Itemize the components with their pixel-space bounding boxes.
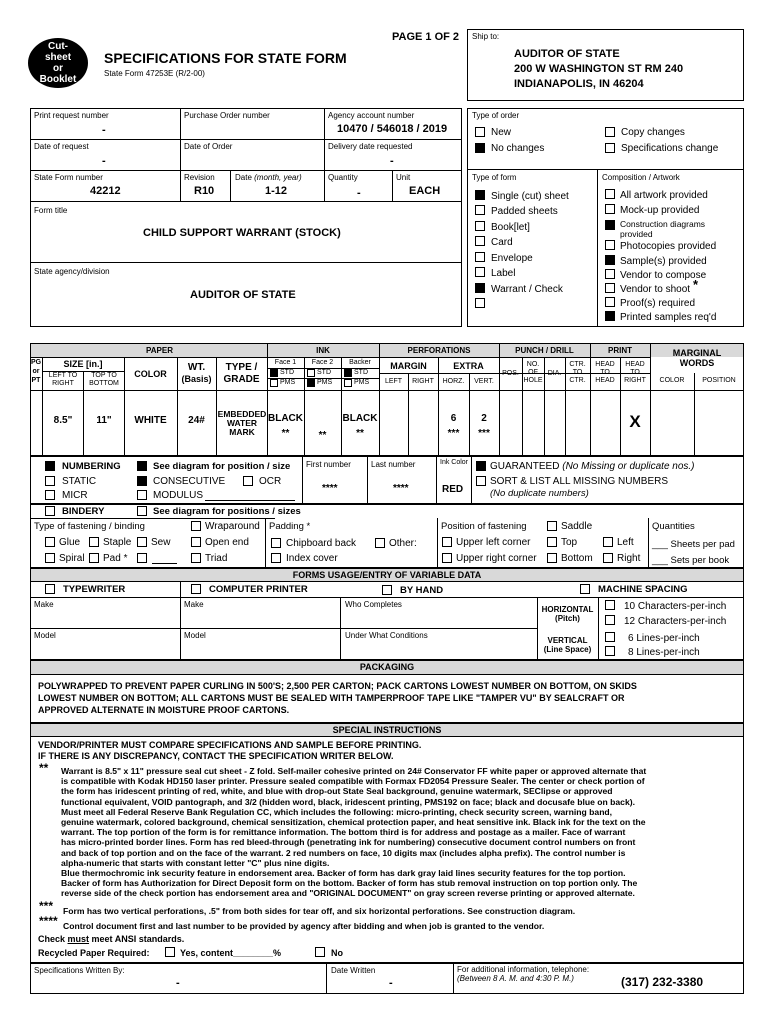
face1-ink-value[interactable]: BLACK — [268, 413, 303, 424]
printer-model-label: Model — [184, 631, 206, 640]
modulus-checkbox[interactable] — [137, 490, 147, 500]
special-intro-1: VENDOR/PRINTER MUST COMPARE SPECIFICATIONS AND SAMPLE BEFORE PRINTING. — [38, 740, 422, 750]
index-cover-checkbox[interactable] — [271, 553, 281, 563]
color-label: COLOR — [134, 369, 167, 379]
ship-to-line-3: INDIANAPOLIS, IN 46204 — [514, 78, 644, 90]
padded-sheets-label: Padded sheets — [491, 206, 558, 217]
staple-label: Staple — [103, 537, 132, 548]
written-by-value[interactable]: - — [176, 977, 180, 989]
new-label: New — [491, 127, 512, 138]
date-request-value[interactable]: - — [102, 155, 106, 167]
face1-std-label: STD — [280, 369, 294, 376]
samples-checkbox[interactable] — [605, 255, 615, 265]
cpi12-checkbox[interactable] — [605, 615, 615, 625]
open-end-label: Open end — [205, 537, 249, 548]
saddle-label: Saddle — [561, 521, 593, 532]
composition-label: Composition / Artwork — [602, 173, 680, 182]
typewriter-make-label: Make — [34, 600, 54, 609]
lpi8-label: 8 Lines-per-inch — [628, 647, 700, 658]
spec-line: Must meet all Federal Reserve Bank Regulation CC, which includes the following: micro-printing, check security screen, warning band, — [61, 806, 613, 817]
paper-color-value[interactable]: WHITE — [134, 415, 167, 426]
machine-spacing-checkbox[interactable] — [580, 584, 590, 594]
bottom-label: Bottom — [561, 553, 593, 564]
bindery-label: BINDERY — [62, 506, 105, 517]
badge-line-1: Cut- — [48, 41, 68, 52]
forms-usage-heading: FORMS USAGE/ENTRY OF VARIABLE DATA — [292, 570, 482, 580]
badge-line-3: or — [53, 63, 63, 74]
face2-std-checkbox[interactable] — [307, 369, 315, 377]
consecutive-label: CONSECUTIVE — [153, 476, 226, 487]
lpi8-checkbox[interactable] — [605, 646, 615, 656]
open-end-checkbox[interactable] — [191, 537, 201, 547]
no-changes-checkbox[interactable] — [475, 143, 485, 153]
face1-std-checkbox[interactable] — [270, 369, 278, 377]
ship-to-line-1: AUDITOR OF STATE — [514, 48, 620, 60]
revision-label: Revision — [184, 173, 215, 182]
proofs-checkbox[interactable] — [605, 297, 615, 307]
packaging-heading: PACKAGING — [359, 662, 415, 672]
margin-label: MARGIN — [390, 361, 427, 371]
spec-line: alpha-numeric that starts with constant letter "C" plus nine digits. — [61, 857, 330, 868]
packaging-line-3: APPROVED ALTERNATE IN MOISTURE PROOF CARTONS. — [38, 705, 290, 715]
lpi6-checkbox[interactable] — [605, 632, 615, 642]
spec-line: has micro-printed border lines. Form has red bleed-through (penetrating ink for numbering) consecutive document control numbers on front — [61, 837, 636, 848]
bindery-checkbox[interactable] — [45, 506, 55, 516]
first-number-label: First number — [306, 460, 351, 469]
envelope-label: Envelope — [491, 253, 533, 264]
date-label: Date (month, year) — [235, 173, 302, 182]
recycled-paper-label: Recycled Paper Required: — [38, 948, 150, 958]
or-label: or — [32, 368, 40, 375]
badge-line-4: Booklet — [39, 74, 77, 85]
no-of-hole-label: NO. OF HOLE — [523, 361, 543, 384]
written-by-label: Specifications Written By: — [34, 966, 125, 975]
single-sheet-checkbox[interactable] — [475, 190, 485, 200]
lpi6-label: 6 Lines-per-inch — [628, 633, 700, 644]
pos-label: POS. — [502, 370, 519, 377]
format-badge — [27, 37, 89, 89]
left-checkbox[interactable] — [603, 537, 613, 547]
delivery-value[interactable]: - — [390, 155, 394, 167]
agency-label: State agency/division — [34, 267, 110, 276]
spec-line: warrant. The top portion of the form is for remittance information. The bottom third is for address and postage as a mailer. Face of warrant — [61, 827, 626, 838]
marginal-position-label: POSITION — [702, 377, 736, 384]
info-hours: (Between 8 A. M. and 4:30 P. M.) — [457, 974, 574, 983]
sew-checkbox[interactable] — [137, 537, 147, 547]
computer-printer-checkbox[interactable] — [191, 584, 201, 594]
spiral-checkbox[interactable] — [45, 553, 55, 563]
face2-ink-asterisk: ** — [318, 430, 327, 441]
triad-label: Triad — [205, 553, 228, 564]
paper-heading: PAPER — [146, 346, 173, 355]
print-request-value[interactable]: - — [102, 124, 106, 136]
machine-spacing-label: MACHINE SPACING — [598, 584, 688, 595]
date-value[interactable]: 1-12 — [265, 185, 288, 197]
sort-list-note: (No duplicate numbers) — [490, 488, 589, 499]
padded-sheets-checkbox[interactable] — [475, 205, 485, 215]
upper-left-label: Upper left corner — [456, 537, 531, 548]
numbering-diagram-label: See diagram for position / size — [153, 461, 291, 472]
form-number: State Form 47253E (R/2-00) — [104, 69, 205, 78]
face1-pms-checkbox[interactable] — [270, 379, 278, 387]
face2-pms-label: PMS — [317, 379, 333, 386]
ink-heading: INK — [316, 346, 330, 355]
unit-value[interactable]: EACH — [409, 185, 441, 197]
position-fastening-label: Position of fastening — [441, 521, 527, 532]
warrant-specifications — [61, 766, 741, 899]
numbering-label: NUMBERING — [62, 461, 121, 472]
form-title-label: Form title — [34, 206, 68, 215]
right-checkbox[interactable] — [603, 553, 613, 563]
quantity-label: Quantity — [328, 173, 358, 182]
construction-diagrams-label: Construction diagrams provided — [620, 219, 706, 239]
copy-changes-checkbox[interactable] — [605, 127, 615, 137]
top-label: Top — [561, 537, 578, 548]
agency-account-value[interactable]: 10470 / 546018 / 2019 — [337, 123, 448, 135]
ship-to-line-2: 200 W WASHINGTON ST RM 240 — [514, 63, 684, 75]
line-space-label: (Line Space) — [543, 645, 592, 654]
control-number-note: Control document first and last number to be provided by agency after bidding and when job is granted to the vendor. — [63, 921, 545, 931]
agency-value[interactable]: AUDITOR OF STATE — [190, 289, 296, 301]
date-order-label: Date of Order — [184, 142, 233, 151]
micr-label: MICR — [62, 490, 88, 501]
vendor-shoot-asterisk: * — [693, 277, 699, 292]
printed-samples-checkbox[interactable] — [605, 311, 615, 321]
recycled-yes-checkbox[interactable] — [165, 947, 175, 957]
backer-std-label: STD — [354, 369, 368, 376]
backer-label: Backer — [349, 359, 371, 366]
basis-label: (Basis) — [181, 374, 212, 384]
head-to-right-label: HEAD TO RIGHT — [624, 361, 646, 384]
spec-table — [30, 343, 744, 456]
vertical-label: VERTICAL — [547, 636, 588, 645]
static-label: STATIC — [62, 476, 97, 487]
sheets-per-pad-label: ___ Sheets per pad — [652, 539, 735, 550]
quad-asterisk-mark: **** — [39, 914, 58, 928]
who-completes-label: Who Completes — [345, 600, 402, 609]
photocopies-checkbox[interactable] — [605, 240, 615, 250]
right-label: Right — [617, 553, 641, 564]
paper-weight-value[interactable]: 24# — [188, 415, 205, 426]
typewriter-model-label: Model — [34, 631, 56, 640]
badge-line-2: sheet — [44, 52, 72, 63]
ink-color-label: Ink Color — [440, 459, 469, 466]
envelope-checkbox[interactable] — [475, 252, 485, 262]
consecutive-checkbox[interactable] — [137, 476, 147, 486]
recycled-no-label: No — [331, 948, 343, 958]
saddle-checkbox[interactable] — [547, 521, 557, 531]
backer-pms-label: PMS — [354, 379, 370, 386]
print-request-label: Print request number — [34, 111, 109, 120]
chipboard-label: Chipboard back — [286, 538, 357, 549]
backer-ink-value[interactable]: BLACK — [342, 413, 378, 424]
backer-ink-asterisk: ** — [356, 428, 364, 439]
date-written-label: Date Written — [331, 966, 376, 975]
booklet-label: Book[let] — [491, 222, 530, 233]
face1-label: Face 1 — [274, 359, 297, 366]
paper-type-value[interactable]: EMBEDDED WATER MARK — [217, 409, 267, 437]
samples-label: Sample(s) provided — [620, 256, 707, 267]
all-artwork-checkbox[interactable] — [605, 189, 615, 199]
single-sheet-label: Single (cut) sheet — [491, 191, 569, 202]
printed-samples-label: Printed samples req'd — [620, 312, 717, 323]
other-form-checkbox[interactable] — [475, 298, 485, 308]
top-to-bottom-label: TOP TO BOTTOM — [89, 372, 119, 387]
print-head-right-mark[interactable]: X — [629, 412, 641, 431]
packaging-line-1: POLYWRAPPED TO PREVENT PAPER CURLING IN 500'S; 2,500 PER CARTON; PACK CARTONS LOWEST NUMBER ON BOTTOM, ON SKIDS — [38, 681, 637, 691]
triad-checkbox[interactable] — [191, 553, 201, 563]
bottom-checkbox[interactable] — [547, 553, 557, 563]
delivery-label: Delivery date requested — [328, 142, 413, 151]
ink-color-value[interactable]: RED — [442, 484, 464, 495]
perf-horz-value[interactable]: 6 — [450, 413, 457, 424]
size-width-value[interactable]: 8.5" — [53, 415, 73, 426]
head-to-head-label: HEAD TO HEAD — [595, 361, 615, 384]
quantities-label: Quantities — [652, 521, 695, 532]
label-label: Label — [491, 268, 516, 279]
ansi-note: Check must meet ANSI standards. — [38, 934, 185, 944]
horizontal-label: HORIZONTAL — [541, 605, 594, 614]
ocr-checkbox[interactable] — [243, 476, 253, 486]
margin-right-label: RIGHT — [412, 378, 434, 385]
warrant-check-checkbox[interactable] — [475, 283, 485, 293]
by-hand-label: BY HAND — [400, 585, 444, 596]
recycled-no-checkbox[interactable] — [315, 947, 325, 957]
by-hand-checkbox[interactable] — [382, 585, 392, 595]
sew-label: Sew — [151, 537, 171, 548]
glue-label: Glue — [59, 537, 81, 548]
top-checkbox[interactable] — [547, 537, 557, 547]
spec-line: the form has iridescent printing of red, white, and blue with drop-out State Seal background, genuine watermark, SEClipse or approved — [61, 786, 613, 797]
phone-number: (317) 232-3380 — [621, 975, 704, 989]
card-checkbox[interactable] — [475, 236, 485, 246]
mockup-label: Mock-up provided — [620, 205, 700, 216]
packaging-line-2: LOWEST NUMBER ON BOTTOM; ALL CARTONS MUST BE SEALED WITH TAMPERPROOF TAPE LIKE "TAMPER VU" BY SEALCRAFT OR — [38, 693, 625, 703]
perf-vert-value[interactable]: 2 — [481, 413, 487, 424]
ocr-label: OCR — [259, 476, 282, 487]
state-form-value[interactable]: 42212 — [90, 185, 121, 197]
vendor-shoot-checkbox[interactable] — [605, 283, 615, 293]
spec-line: and back of top portion and on the face of the warrant. 2 red numbers on face, 10 digits max (includes alpha prefix). The control number is — [61, 847, 626, 858]
numbering-diagram-checkbox[interactable] — [137, 461, 147, 471]
po-label: Purchase Order number — [184, 111, 270, 120]
pad-checkbox[interactable] — [89, 553, 99, 563]
spiral-label: Spiral — [59, 553, 85, 564]
quantity-value[interactable]: - — [357, 187, 361, 199]
vendor-compose-label: Vendor to compose — [620, 270, 707, 281]
computer-printer-label: COMPUTER PRINTER — [209, 584, 308, 595]
extra-horz-label: HORZ. — [442, 378, 465, 385]
perf-vert-asterisk: *** — [478, 428, 490, 439]
numbering-checkbox[interactable] — [45, 461, 55, 471]
perforations-heading: PERFORATIONS — [407, 346, 471, 355]
fastening-label: Type of fastening / binding — [34, 521, 145, 532]
spec-line: reverse side of the check portion has endorsement area and "ORIGINAL DOCUMENT" on gray screen reverse printing or approved alternate. — [61, 888, 635, 899]
pg-label: PG — [30, 359, 42, 366]
info-label: For additional information, telephone: — [457, 965, 590, 974]
spec-change-checkbox[interactable] — [605, 143, 615, 153]
spec-change-label: Specifications change — [621, 143, 719, 154]
left-label: Left — [617, 537, 634, 548]
date-written-value[interactable]: - — [389, 977, 393, 989]
page-title: SPECIFICATIONS FOR STATE FORM — [104, 50, 347, 66]
grade-label: GRADE — [223, 374, 260, 385]
upper-right-label: Upper right corner — [456, 553, 537, 564]
index-cover-label: Index cover — [286, 553, 338, 564]
typewriter-label: TYPEWRITER — [63, 584, 126, 595]
wraparound-checkbox[interactable] — [191, 521, 201, 531]
upper-right-checkbox[interactable] — [442, 553, 452, 563]
ship-to-label: Ship to: — [472, 32, 500, 41]
wraparound-label: Wraparound — [205, 521, 260, 532]
spec-line: genuine watermark, colored background, chemical sensitization, chemical protection paper, and heat sensitive ink. Black ink for the text on the — [61, 817, 646, 828]
modulus-label: MODULUS — [153, 490, 204, 501]
type-of-form-label: Type of form — [472, 173, 517, 182]
marginal-color-label: COLOR — [659, 377, 685, 384]
under-what-label: Under What Conditions — [345, 631, 428, 640]
marginal-words-heading: MARGINAL WORDS — [672, 348, 722, 368]
guaranteed-checkbox[interactable] — [476, 461, 486, 471]
dia-label: DIA. — [547, 370, 562, 377]
all-artwork-label: All artwork provided — [620, 190, 708, 201]
last-number-label: Last number — [371, 460, 416, 469]
other-binding-checkbox[interactable] — [137, 553, 147, 563]
cpi10-label: 10 Characters-per-inch — [624, 601, 727, 612]
other-padding-label: Other: — [389, 538, 417, 549]
guaranteed-label: GUARANTEED (No Missing or duplicate nos.) — [490, 461, 695, 472]
pt-label: PT — [31, 377, 41, 384]
label-checkbox[interactable] — [475, 267, 485, 277]
left-to-right-label: LEFT TO RIGHT — [48, 372, 78, 387]
special-instructions-heading: SPECIAL INSTRUCTIONS — [332, 725, 442, 735]
pad-label: Pad * — [103, 553, 128, 564]
spec-line: is compatible with Kodak HD150 laser printer. Pressure sealed compatible with Formax FD2054 Pressure Sealer. The center or check portion of — [61, 776, 645, 787]
last-number-value[interactable]: **** — [393, 483, 409, 494]
wt-label: WT. — [187, 362, 206, 373]
glue-checkbox[interactable] — [45, 537, 55, 547]
face1-pms-label: PMS — [280, 379, 296, 386]
warrant-check-label: Warrant / Check — [491, 284, 563, 295]
type-of-order-label: Type of order — [472, 111, 520, 120]
spec-line: Backer of form has Authorization for Direct Deposit form on the bottom. Backer of form has stub removal instruction on top portion only. The — [61, 878, 638, 889]
sort-list-label: SORT & LIST ALL MISSING NUMBERS — [490, 476, 669, 487]
sets-per-book-label: ___ Sets per book — [652, 555, 730, 566]
state-form-label: State Form number — [34, 173, 103, 182]
booklet-checkbox[interactable] — [475, 221, 485, 231]
ctr-to-ctr-label: CTR. TO CTR. — [569, 361, 586, 384]
face1-ink-asterisk: ** — [281, 428, 290, 439]
size-label: SIZE [in.] — [63, 359, 103, 369]
backer-pms-checkbox[interactable] — [344, 379, 352, 387]
first-number-value[interactable]: **** — [322, 483, 338, 494]
print-heading: PRINT — [608, 346, 632, 355]
form-title-value[interactable]: CHILD SUPPORT WARRANT (STOCK) — [143, 227, 341, 239]
spec-line: Warrant is 8.5" x 11" pressure seal cut sheet - Z fold. Self-mailer cohesive printed on 24# Conservator FF white paper or approved alternate that — [61, 766, 647, 776]
size-height-value[interactable]: 11" — [96, 415, 112, 426]
backer-std-checkbox[interactable] — [344, 369, 352, 377]
micr-checkbox[interactable] — [45, 490, 55, 500]
special-intro-2: IF THERE IS ANY DISCREPANCY, CONTACT THE SPECIFICATION WRITER BELOW. — [38, 751, 394, 761]
typewriter-checkbox[interactable] — [45, 584, 55, 594]
triple-asterisk-mark: *** — [39, 899, 54, 913]
perf-horz-asterisk: *** — [447, 428, 460, 439]
vendor-compose-checkbox[interactable] — [605, 269, 615, 279]
extra-label: EXTRA — [453, 361, 484, 371]
perforation-note: Form has two vertical perforations, .5" from both sides for tear off, and six horizontal perforations. See construction diagram. — [63, 906, 576, 916]
mockup-checkbox[interactable] — [605, 204, 615, 214]
cpi12-label: 12 Characters-per-inch — [624, 616, 727, 627]
card-label: Card — [491, 237, 513, 248]
double-asterisk-mark: ** — [39, 761, 49, 775]
vendor-shoot-label: Vendor to shoot — [620, 284, 691, 295]
padding-label: Padding * — [269, 521, 311, 532]
punch-drill-heading: PUNCH / DRILL — [515, 346, 574, 355]
face2-std-label: STD — [317, 369, 331, 376]
extra-vert-label: VERT. — [474, 378, 494, 385]
proofs-label: Proof(s) required — [620, 298, 696, 309]
margin-left-label: LEFT — [384, 378, 403, 385]
recycled-yes-label: Yes, content________% — [180, 948, 282, 958]
face2-pms-checkbox[interactable] — [307, 379, 315, 387]
photocopies-label: Photocopies provided — [620, 241, 717, 252]
bindery-diagram-checkbox[interactable] — [137, 506, 147, 516]
pitch-label: (Pitch) — [555, 614, 580, 623]
printer-make-label: Make — [184, 600, 204, 609]
agency-account-label: Agency account number — [328, 111, 415, 120]
unit-label: Unit — [396, 173, 411, 182]
type-label: TYPE / — [225, 362, 258, 373]
spec-line: Blue thermochromic ink security feature in endorsement area. Backer of form has dark gray laid lines security features for the top portion. — [61, 868, 626, 879]
revision-value[interactable]: R10 — [194, 185, 215, 197]
upper-left-checkbox[interactable] — [442, 537, 452, 547]
staple-checkbox[interactable] — [89, 537, 99, 547]
other-padding-checkbox[interactable] — [375, 538, 385, 548]
face2-label: Face 2 — [311, 359, 334, 366]
new-checkbox[interactable] — [475, 127, 485, 137]
chipboard-checkbox[interactable] — [271, 538, 281, 548]
construction-diagrams-checkbox[interactable] — [605, 220, 615, 230]
bindery-diagram-label: See diagram for positions / sizes — [153, 506, 301, 517]
date-request-label: Date of request — [34, 142, 89, 151]
sort-list-checkbox[interactable] — [476, 476, 486, 486]
page-number: PAGE 1 OF 2 — [392, 31, 460, 43]
spec-line: functional equivalent, VOID pantograph, and 3/2 (hidden word, black, iridescent printing, PMS192 on face; black and docusafe blue on back). — [61, 796, 635, 807]
copy-changes-label: Copy changes — [621, 127, 685, 138]
cpi10-checkbox[interactable] — [605, 600, 615, 610]
no-changes-label: No changes — [491, 143, 545, 154]
static-checkbox[interactable] — [45, 476, 55, 486]
